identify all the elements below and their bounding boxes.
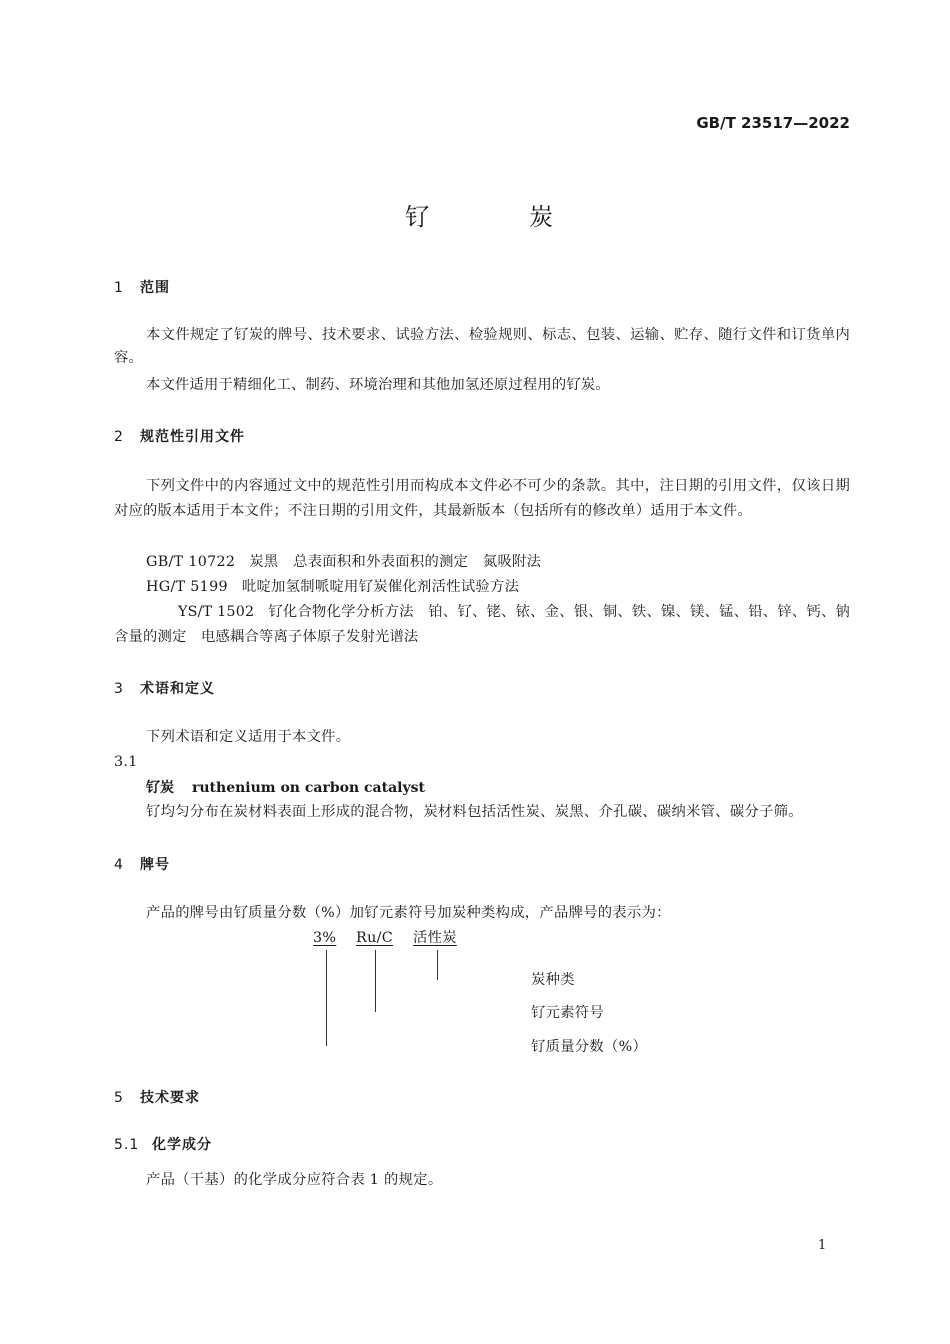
reference-title: 吡啶加氢制哌啶用钌炭催化剂活性试验方法 [241, 579, 520, 595]
section-1-heading [114, 277, 170, 297]
subsection-title: 化学成分 [152, 1137, 212, 1153]
section-number: 4 [114, 857, 124, 873]
term-chinese: 钌炭 [146, 780, 174, 796]
section-3-intro: 下列术语和定义适用于本文件。 [146, 729, 351, 745]
section-4-heading [114, 854, 170, 874]
section-number: 3 [114, 681, 124, 697]
section-2-para-1: 下列文件中的内容通过文中的规范性引用而构成本文件必不可少的条款。其中，注日期的引用文件，仅该日期对应的版本适用于本文件；不注日期的引用文件，其最新版本（包括所有的修改单）适用于本文件。 [114, 478, 850, 519]
section-title: 规范性引用文件 [140, 429, 245, 445]
connector-line-carbon [437, 950, 438, 980]
term-definition: 钌均匀分布在炭材料表面上形成的混合物，炭材料包括活性炭、炭黑、介孔碳、碳纳米管、碳分子筛。 [146, 804, 803, 820]
section-title: 术语和定义 [140, 681, 215, 697]
section-title: 技术要求 [140, 1090, 200, 1106]
reference-code: GB/T 10722 [146, 554, 236, 570]
designation-part-percent: 3% [313, 930, 337, 946]
reference-title: 炭黑 总表面积和外表面积的测定 氮吸附法 [249, 554, 542, 570]
title-char-right: 炭 [529, 203, 554, 231]
term-entry [146, 777, 425, 797]
designation-label-mass-fraction: 钌质量分数（%） [531, 1039, 648, 1055]
connector-line-element [375, 950, 376, 1012]
section-title: 牌号 [140, 857, 170, 873]
term-english: ruthenium on carbon catalyst [192, 780, 425, 796]
page-number: 1 [818, 1238, 827, 1253]
designation-part-element: Ru/C [356, 930, 393, 946]
reference-code: YS/T 1502 [178, 604, 255, 620]
section-3-heading [114, 678, 215, 698]
section-number: 1 [114, 280, 124, 296]
section-1-para-1: 本文件规定了钌炭的牌号、技术要求、试验方法、检验规则、标志、包装、运输、贮存、随行文件和订货单内容。 [114, 327, 850, 366]
term-number: 3.1 [114, 754, 138, 770]
section-5-heading [114, 1087, 200, 1107]
reference-title: 钌化合物化学分析方法 铂、钌、铑、铱、金、银、铜、铁、镍、镁、锰、铅、锌、钙、钠含量的测定 电感耦合等离子体原子发射光谱法 [114, 604, 850, 645]
designation-part-carbon: 活性炭 [413, 930, 457, 946]
section-number: 2 [114, 429, 124, 445]
reference-item [146, 552, 541, 572]
section-1-para-2: 本文件适用于精细化工、制药、环境治理和其他加氢还原过程用的钌炭。 [146, 377, 610, 393]
section-title: 范围 [140, 280, 170, 296]
designation-label-carbon-type: 炭种类 [531, 972, 575, 988]
reference-item [146, 577, 519, 597]
standard-number: GB/T 23517—2022 [696, 114, 850, 132]
reference-item [114, 600, 850, 650]
designation-label-element-symbol: 钌元素符号 [531, 1005, 604, 1021]
section-4-intro: 产品的牌号由钌质量分数（%）加钌元素符号加炭种类构成，产品牌号的表示为： [146, 905, 671, 921]
section-5-1-para: 产品（干基）的化学成分应符合表 1 的规定。 [146, 1172, 443, 1188]
subsection-number: 5.1 [114, 1137, 140, 1153]
subsection-5-1-heading [114, 1134, 212, 1154]
section-2-heading [114, 426, 245, 446]
reference-code: HG/T 5199 [146, 579, 228, 595]
title-char-left: 钌 [405, 203, 430, 231]
section-number: 5 [114, 1090, 124, 1106]
connector-line-percent [326, 950, 327, 1046]
